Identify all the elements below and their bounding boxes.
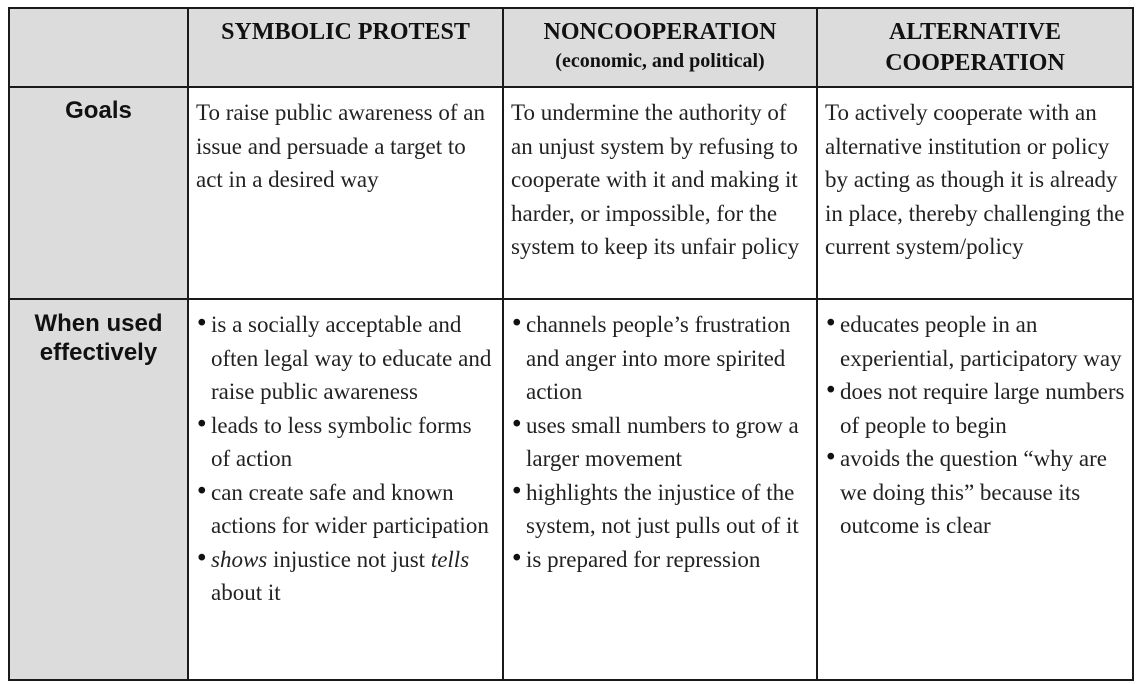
column-header-subtitle: (economic, and political) — [555, 50, 765, 72]
bullet-item: • does not require large numbers of people to begin — [825, 375, 1126, 442]
goals-alternative-cell: To actively cooperate with an alternative institution or policy by acting as though it is already in place, thereby challenging the current system/policy — [817, 87, 1133, 299]
goals-symbolic-cell: To raise public awareness of an issue and persuade a target to act in a desired way — [188, 87, 503, 299]
bullet-item: • highlights the injustice of the system, not just pulls out of it — [511, 476, 810, 543]
column-header-symbolic-protest — [188, 8, 503, 87]
goals-row — [9, 87, 1133, 299]
goals-noncooperation-cell: To undermine the authority of an unjust system by refusing to cooperate with it and making it harder, or impossible, for the system to keep its unfair policy — [503, 87, 817, 299]
bullet-list — [511, 308, 810, 576]
effective-noncooperation-cell — [503, 299, 817, 680]
emphasis-text: tells — [430, 546, 470, 572]
corner-cell — [9, 8, 188, 87]
bullet-item: • is prepared for repression — [511, 543, 810, 577]
column-header-title: NONCOOPERATION — [543, 19, 777, 45]
bullet-item: • leads to less symbolic forms of action — [196, 409, 496, 476]
row-header-goals — [9, 87, 188, 299]
column-header-title-line1: ALTERNATIVE — [888, 19, 1062, 45]
bullet-list — [825, 308, 1126, 543]
header-row — [9, 8, 1133, 87]
row-header-label-line1: When used — [34, 310, 163, 337]
effective-symbolic-cell — [188, 299, 503, 680]
column-header-noncooperation — [503, 8, 817, 87]
bullet-text: injustice not just — [267, 546, 431, 572]
row-header-label: Goals — [65, 97, 132, 124]
bullet-text: about it — [211, 580, 281, 605]
bullet-item: • uses small numbers to grow a larger movement — [511, 409, 810, 476]
row-header-label-line2: effectively — [39, 339, 158, 366]
effective-alternative-cell — [817, 299, 1133, 680]
effective-row — [9, 299, 1133, 680]
comparison-table — [8, 7, 1134, 681]
bullet-list — [196, 308, 496, 610]
column-header-title-line2: COOPERATION — [885, 50, 1065, 76]
column-header-alternative-cooperation — [817, 8, 1133, 87]
bullet-item — [196, 543, 496, 610]
bullet-item: • channels people’s frustration and anger into more spirited action — [511, 308, 810, 409]
bullet-item: • avoids the question “why are we doing this” because its outcome is clear — [825, 442, 1126, 543]
bullet-item: • is a socially acceptable and often legal way to educate and raise public awareness — [196, 308, 496, 409]
emphasis-text: shows — [211, 546, 268, 572]
bullet-item: • can create safe and known actions for wider participation — [196, 476, 496, 543]
bullet-item: • educates people in an experiential, participatory way — [825, 308, 1126, 375]
row-header-when-used-effectively — [9, 299, 188, 680]
column-header-title: SYMBOLIC PROTEST — [221, 19, 470, 45]
